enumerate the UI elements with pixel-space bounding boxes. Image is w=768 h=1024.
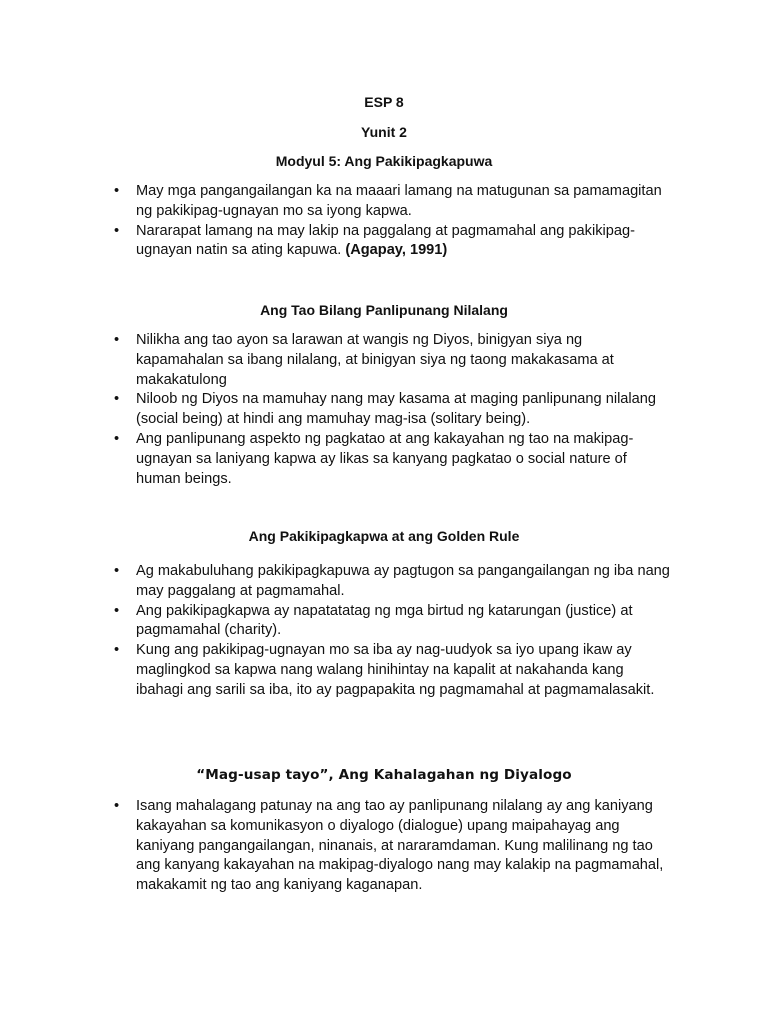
bullet-icon: •: [114, 332, 120, 348]
bullet-text: Isang mahalagang patunay na ang tao ay panlipunang nilalang ay ang kaniyang kakayahan sa komunikasyon o diyalogo (dialogue) upang maipahayag ang kaniyang pangangailangan, ninanais, at nararamdaman. Kung malilinang ng tao ang kanyang kakayahan na makipag-diyalogo nang may kalakip na pagmamahal, makakamit ng tao ang kaniyang kaganapan.: [136, 798, 664, 894]
bullet-icon: •: [114, 563, 120, 579]
bullet-icon: •: [114, 183, 120, 199]
list-item: [112, 390, 672, 430]
list-item: [112, 222, 672, 262]
section-heading: Ang Tao Bilang Panlipunang Nilalang: [260, 302, 508, 318]
section-heading: Ang Pakikipagkapwa at ang Golden Rule: [248, 528, 520, 544]
bullet-text: Ang pakikipagkapwa ay napatatatag ng mga birtud ng katarungan (justice) at pagmamahal (charity).: [136, 602, 633, 639]
list-item: [112, 797, 672, 896]
list-item: [112, 331, 672, 390]
intro-bullet-list: [112, 182, 672, 261]
list-item: [112, 602, 672, 642]
bullet-icon: •: [114, 391, 120, 408]
bullet-text: Ag makabuluhang pakikipagkapuwa ay pagtugon sa pangangailangan ng iba nang may paggalang at pagmamahal.: [136, 563, 670, 599]
bullet-icon: •: [114, 602, 120, 619]
bullet-text: Ang panlipunang aspekto ng pagkatao at ang kakayahan ng tao na makipag-ugnayan sa laniyang kapwa ay likas sa kanyang pagkatao o social nature of human beings.: [136, 430, 634, 487]
bullet-text: Nilikha ang tao ayon sa larawan at wangis ng Diyos, binigyan siya ng kapamahalan sa ibang nilalang, at binigyan siya ng taong makakasama at makakatulong: [136, 332, 614, 388]
bullet-text: Niloob ng Diyos na mamuhay nang may kasama at maging panlipunang nilalang (social being) at hindi ang mamuhay mag-isa (solitary being).: [136, 391, 657, 428]
bullet-icon: •: [114, 642, 120, 659]
section-bullet-list: [112, 562, 672, 701]
list-item: [112, 430, 672, 489]
section-heading: “Mag-usap tayo”, Ang Kahalagahan ng Diyalogo: [196, 767, 572, 783]
section-bullet-list: [112, 797, 672, 896]
bullet-icon: •: [114, 798, 120, 814]
document-title: ESP 8: [364, 94, 404, 110]
section-bullet-list: [112, 331, 672, 489]
bullet-icon: •: [114, 430, 120, 447]
bullet-text: May mga pangangailangan ka na maaari lamang na matugunan sa pamamagitan ng pakikipag-ugnayan mo sa iyong kapwa.: [136, 183, 662, 219]
module-title: Modyul 5: Ang Pakikipagkapuwa: [275, 153, 493, 169]
list-item: [112, 641, 672, 700]
list-item: [112, 182, 672, 222]
bullet-text: Kung ang pakikipag-ugnayan mo sa iba ay nag-uudyok sa iyo upang ikaw ay maglingkod sa kapwa nang walang hinihintay na kapalit at nakahanda kang ibahagi ang sarili sa iba, ito ay pagpapakita ng pagmamahal at pagmamalasakit.: [136, 642, 655, 698]
unit-label: Yunit 2: [361, 124, 407, 140]
bullet-text: Nararapat lamang na may lakip na paggalang at pagmamahal ang pakikipag-ugnayan natin sa ating kapuwa.: [136, 222, 635, 259]
citation: (Agapay, 1991): [345, 242, 448, 259]
list-item: [112, 562, 672, 602]
bullet-icon: •: [114, 222, 120, 239]
